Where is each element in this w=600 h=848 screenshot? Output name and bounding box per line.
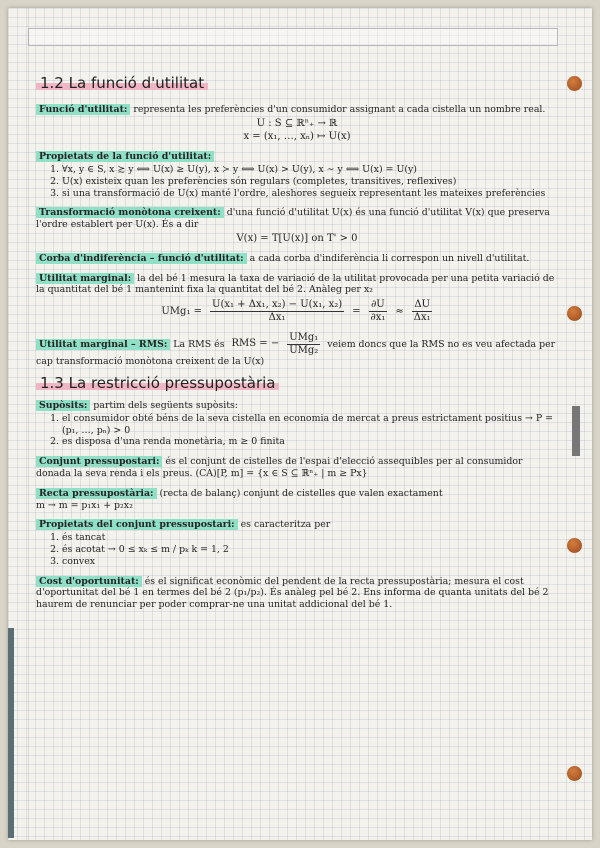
- properties-utility: [36, 151, 558, 199]
- fraction: [287, 332, 320, 357]
- definition-budget-line: [36, 488, 558, 512]
- definition-text: representa les preferències d'un consumidor assignant a cada cistella un nombre real.: [133, 103, 546, 115]
- definition-monotone-transform: [36, 207, 558, 244]
- term-label: Propietats del conjunt pressupostari:: [36, 519, 238, 530]
- definition-text: a cada corba d'indiferència li correspon un nivell d'utilitat.: [249, 252, 530, 264]
- binder-hole-icon: [567, 76, 582, 91]
- notebook-page: [8, 8, 592, 840]
- page-tab: [572, 406, 580, 456]
- numerator: UMg₁: [289, 331, 319, 343]
- list-item: 1. el consumidor obté béns de la seva cistella en economia de mercat a preus estrictament positius → P = (p₁, …, pₙ) > 0: [62, 413, 558, 437]
- list-item: 1. és tancat: [62, 532, 558, 544]
- term-label: Corba d'indiferència – funció d'utilitat:: [36, 253, 247, 264]
- properties-budget-set: [36, 519, 558, 567]
- binder-hole-icon: [567, 306, 582, 321]
- definition-opportunity-cost: [36, 576, 558, 611]
- definition-text: veiem doncs que la RMS no es veu afectada per cap transformació monòtona creixent de la U(x): [36, 338, 556, 368]
- binder-hole-icon: [567, 538, 582, 553]
- denominator: Δx₁: [413, 311, 431, 323]
- denominator: UMg₂: [289, 344, 319, 356]
- list-item: 2. és acotat → 0 ≤ xₖ ≤ m / pₖ k = 1, 2: [62, 544, 558, 556]
- definition-text: és el conjunt de cistelles de l'espai d'elecció assequibles per al consumidor donada la seva renda i els preus.: [36, 456, 523, 479]
- binding-edge: [8, 628, 14, 838]
- list-item: 2. U(x) existeix quan les preferències són regulars (completes, transitives, reflexives): [62, 176, 558, 188]
- formula: U : S ⊆ ℝⁿ₊ → ℝ: [256, 117, 338, 129]
- formula: x = (x₁, …, xₙ) ↦ U(x): [243, 131, 351, 143]
- marginal-utility-formula: [36, 299, 558, 324]
- definition-text: La RMS és: [173, 338, 225, 350]
- formula-lhs: UMg₁ =: [161, 305, 203, 317]
- definition-text: d'una funció d'utilitat U(x) és una funció d'utilitat V(x) que preserva l'ordre establert per U(x). És a dir: [36, 207, 550, 231]
- term-label: Utilitat marginal – RMS:: [36, 339, 170, 350]
- fraction: [369, 299, 388, 324]
- term-label: Utilitat marginal:: [36, 273, 134, 284]
- numerator: U(x₁ + Δx₁, x₂) − U(x₁, x₂): [212, 299, 343, 311]
- equals-sign: =: [352, 305, 361, 317]
- formula: m → m = p₁x₁ + p₂x₂: [36, 499, 133, 511]
- term-label: Funció d'utilitat:: [36, 104, 130, 115]
- list-item: 3. convex: [62, 556, 558, 568]
- definition-indifference-curve: [36, 253, 558, 265]
- term-label: Conjunt pressupostari:: [36, 456, 162, 467]
- term-label: Supòsits:: [36, 400, 90, 411]
- margin-line: [28, 8, 29, 840]
- definition-text: la del bé 1 mesura la taxa de variació de la utilitat provocada per una petita variació de la quantitat del bé 1 mantenint fixa la quantitat del bé 2. Anàleg per x₂: [36, 272, 555, 296]
- definition-text: és el significat econòmic del pendent de la recta pressupostària; mesura el cost d'oportunitat del bé 1 en termes del bé 2 (p₁/p₂). És anàleg pel bé 2. Ens informa de quanta unitats del bé 2 haurem de renunciar per poder comprar-ne una unitat addicional del bé 1.: [36, 575, 549, 611]
- denominator: ∂x₁: [370, 311, 386, 323]
- list-item: 3. si una transformació de U(x) manté l'ordre, aleshores segueix representant les mateixes preferències: [62, 188, 558, 200]
- formula: (CA)[P, m] = {x ∈ S ⊆ ℝⁿ₊ | m ≥ Px}: [195, 467, 368, 479]
- list-item: 1. ∀x, y ∈ S, x ≿ y ⟺ U(x) ≥ U(y), x ≻ y ⟺ U(x) > U(y), x ∼ y ⟺ U(x) = U(y): [62, 164, 558, 176]
- binder-hole-icon: [567, 766, 582, 781]
- numerator: ∂U: [371, 299, 385, 311]
- formula: V(x) = T[U(x)] on T' > 0: [236, 232, 358, 244]
- header-box: [28, 28, 558, 46]
- section-heading: 1.3 La restricció pressupostària: [36, 378, 279, 390]
- definition-text: partim dels següents supòsits:: [93, 399, 238, 411]
- rms-formula: [232, 332, 321, 357]
- term-label: Transformació monòtona creixent:: [36, 207, 224, 218]
- definition-rms: [36, 332, 558, 368]
- definition-marginal-utility: [36, 273, 558, 324]
- numerator: ΔU: [414, 299, 431, 311]
- term-label: Recta pressupostària:: [36, 488, 157, 499]
- term-label: Propietats de la funció d'utilitat:: [36, 151, 214, 162]
- assumptions: [36, 400, 558, 448]
- term-label: Cost d'oportunitat:: [36, 576, 142, 587]
- list-item: 2. es disposa d'una renda monetària, m ≥ 0 finita: [62, 436, 558, 448]
- definition-text: es caracteritza per: [240, 519, 331, 531]
- approx-sign: ≈: [395, 305, 404, 317]
- definition-text: (recta de balanç) conjunt de cistelles que valen exactament: [159, 487, 443, 499]
- definition-budget-set: [36, 456, 558, 480]
- section-heading: 1.2 La funció d'utilitat: [36, 78, 208, 90]
- fraction: [412, 299, 433, 324]
- notes-content: [36, 68, 558, 611]
- denominator: Δx₁: [268, 311, 286, 323]
- fraction: [210, 299, 344, 324]
- formula-lhs: RMS = −: [231, 338, 280, 350]
- definition-utility-function: [36, 104, 558, 143]
